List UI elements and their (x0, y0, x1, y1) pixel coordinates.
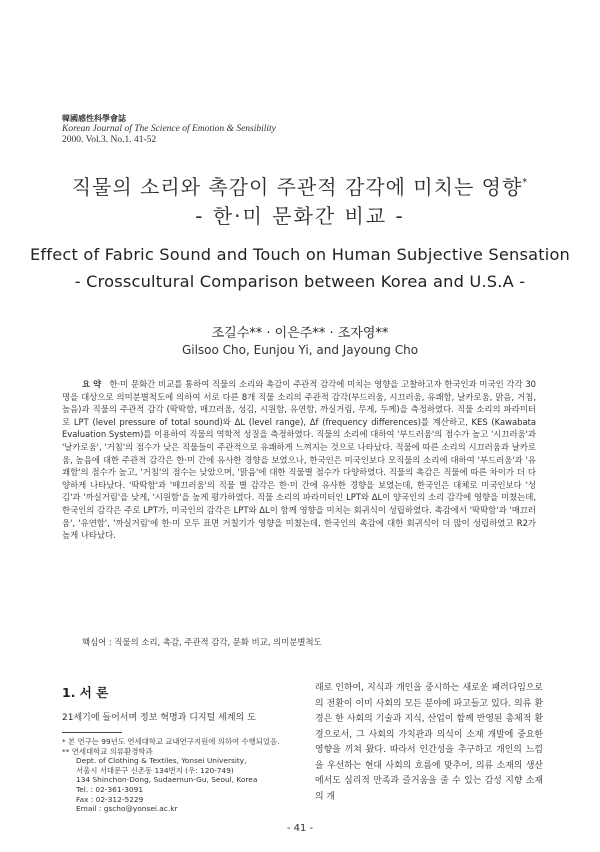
keywords: 핵심어 : 직물의 소리, 촉감, 주관적 감각, 문화 비교, 의미분별척도 (82, 637, 322, 647)
korean-subtitle: - 한·미 문화간 비교 - (195, 204, 405, 228)
footnote-tel: Tel. : 02-361-3091 (76, 784, 144, 794)
english-title: Effect of Fabric Sound and Touch on Human Subjective Sensation (29, 245, 571, 264)
journal-volume: 2000. Vol.3. No.1. 41-52 (62, 135, 157, 145)
journal-header (62, 113, 276, 146)
english-subtitle: - Crosscultural Comparison between Korea and U.S.A - (74, 272, 526, 291)
footnote-fax: Fax : 02-312-5229 (76, 794, 144, 804)
footnote-address-en: 134 Shinchon-Dong, Sudaemun-Gu, Seoul, Korea (76, 775, 258, 785)
korean-title (0, 171, 600, 200)
right-column-text: 래로 인하여, 지식과 개인을 중시하는 새로운 패러다임으로의 전환이 이미 사회의 모든 분야에 파고들고 있다. 의류 환경은 한 사회의 기술과 지식, 산업이 함께 반영된 총체적 환경으로서, 그 사회의 가치관과 의식이 소재 개발에 중요한 영향을 끼쳐 왔다. 따라서 인간성을 추구하고 개인의 느낌을 우선하는 현대 사회의 흐름에 맞추어, 의류 소재의 생산에서도 심리적 만족과 즐거움을 줄 수 있는 감성 지향 소재의 개 (315, 683, 543, 802)
journal-name-english: Korean Journal of The Science of Emotion & Sensibility (62, 124, 276, 134)
authors-english: Gilsoo Cho, Eunjou Yi, and Jayoung Cho (181, 343, 419, 357)
page-number: - 41 - (286, 823, 314, 834)
footnote-funding: * 본 연구는 99년도 연세대학교 교내연구지원에 의하여 수행되었음. (62, 737, 280, 746)
abstract (62, 378, 536, 542)
footnote-email: Email : gscho@yonsei.ac.kr (76, 804, 178, 814)
journal-name-hanja: 韓國感性科學會誌 (62, 114, 126, 123)
korean-title-text: 직물의 소리와 촉감이 주관적 감각에 미치는 영향 (71, 175, 523, 199)
footnote-divider (62, 732, 122, 733)
footnote-dept: Dept. of Clothing & Textiles, Yonsei University, (76, 756, 247, 766)
abstract-label: 요 약 (82, 379, 102, 389)
title-footnote-mark: * (522, 177, 529, 188)
section-heading: 1. 서 론 (62, 685, 109, 700)
footnote-address-ko: 서울시 서대문구 신촌동 134번지 (우: 120-749) (76, 765, 234, 775)
left-column-text: 21세기에 들어서며 정보 혁명과 디지털 세계의 도 (62, 713, 256, 723)
authors-korean: 조길수** · 이은주** · 조자영** (211, 326, 389, 341)
footnotes (62, 737, 302, 814)
abstract-text: 한·미 문화간 비교를 통하여 직물의 소리와 촉감이 주관적 감각에 미치는 영향을 고찰하고자 한국인과 미국인 각각 30명을 대상으로 의미분별척도에 의하여 서로 다른 8개 직물 소리의 주관적 감각(부드러움, 시끄러움, 유쾌함, 날카로움, 맑음, 거침, 높음)과 직물의 주관적 감각 (딱딱함, 매끄러움, 성김, 시원함, 유연함, 까실거림, 무게, 두께)을 측정하였다. 직물 소리의 파라미터로 LPT (level pressure of total sound)와 ΔL (level range), Δf (frequency differences)를 계산하고, KES (Kawabata Evaluation System)를 이용하여 직물의 역학적 성질을 측정하였다. 직물의 소리에 대하여 '부드러움'의 점수가 높고 '시끄러움'과 '날카로움', '거침'의 점수가 낮은 직물들이 주관적으로 유쾌하게 느껴지는 것으로 나타났다. 직물에 따른 소리의 시끄러움과 날카로움, 높음에 대한 주관적 감각은 한·미 간에 유사한 경향을 보였으나, 한국인은 미국인보다 모직물의 소리에 대하여 '부드러움'과 '유쾌함'의 점수가 높고, '거침'의 점수는 낮았으며, '맑음'에 대한 직물별 점수가 다양하였다. 직물의 촉감은 직물에 따른 차이가 더 다양하게 나타났다. '딱딱함'과 '매끄러움'의 직물 별 감각은 한·미 간에 유사한 경향을 보였는데, 한국인은 대체로 미국인보다 '성김'과 '까실거림'을 낮게, '시원함'을 높게 평가하였다. 직물 소리의 파라미터인 LPT와 ΔL이 양국인의 소리 감각에 영향을 미쳤는데, 한국인의 감각은 주로 LPT가, 미국인의 감각은 LPT와 ΔL이 함께 영향을 미치는 회귀식이 성립하였다. 촉감에서 '딱딱함'과 '매끄러움', '유연함', '까실거림'에 한·미 모두 표면 거칠기가 영향을 미쳤는데, 한국인의 촉감에 대한 회귀식이 더 많이 성립하였고 R2가 높게 나타났다. (62, 379, 536, 541)
footnote-affiliation: ** 연세대학교 의류환경학과 (62, 746, 153, 756)
